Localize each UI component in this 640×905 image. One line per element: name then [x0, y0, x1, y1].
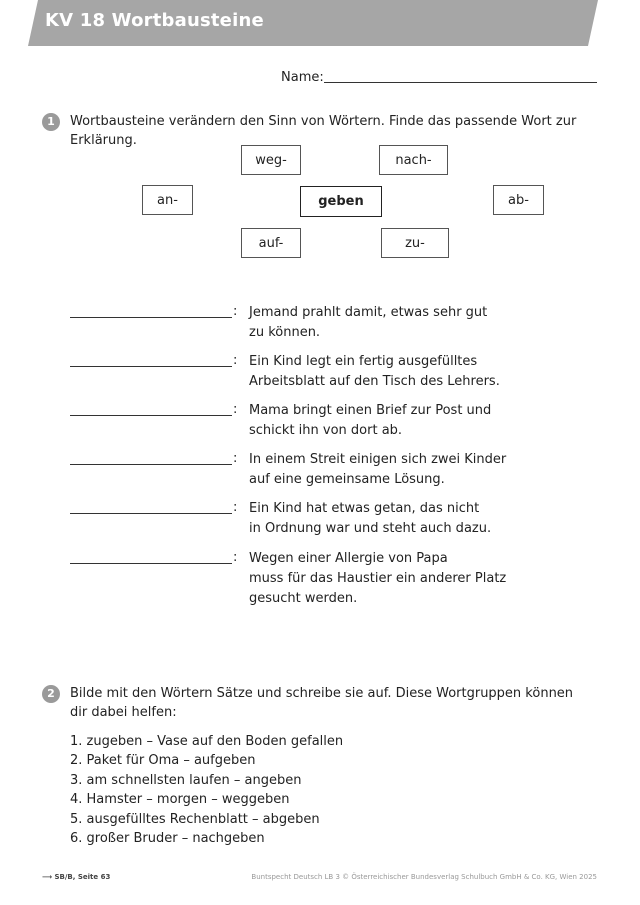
answer-line[interactable]	[70, 415, 232, 416]
task-1-badge: 1	[42, 113, 60, 131]
prefix-box-weg: weg-	[241, 145, 301, 175]
definition-line: gesucht werden.	[249, 591, 358, 606]
definition-line: Arbeitsblatt auf den Tisch des Lehrers.	[249, 374, 500, 389]
definition-line: Ein Kind legt ein fertig ausgefülltes	[249, 354, 478, 369]
colon: :	[233, 451, 238, 466]
colon: :	[233, 304, 238, 319]
page-title: KV 18 Wortbausteine	[45, 10, 264, 31]
task-2-instruction	[70, 684, 573, 722]
answer-line[interactable]	[70, 513, 232, 514]
definition-text	[249, 352, 509, 392]
definition-text	[249, 303, 509, 343]
answer-line[interactable]	[70, 366, 232, 367]
definition-line: zu können.	[249, 325, 321, 340]
list-item: 3. am schnellsten laufen – angeben	[70, 772, 302, 788]
definition-line: Ein Kind hat etwas getan, das nicht	[249, 501, 480, 516]
list-item: 4. Hamster – morgen – weggeben	[70, 792, 290, 808]
answer-line[interactable]	[70, 317, 232, 318]
footer-copyright: Buntspecht Deutsch LB 3 © Österreichischer Bundesverlag Schulbuch GmbH & Co. KG, Wien 2025	[251, 873, 597, 881]
word-group-list	[70, 732, 343, 848]
definition-line: muss für das Haustier ein anderer Platz	[249, 571, 507, 586]
prefix-box-nach: nach-	[379, 145, 448, 175]
footer-reference-text: SB/B, Seite 63	[54, 873, 111, 881]
colon: :	[233, 550, 238, 565]
definition-line: Wegen einer Allergie von Papa	[249, 551, 448, 566]
list-item: 6. großer Bruder – nachgeben	[70, 831, 265, 847]
definition-line: In einem Streit einigen sich zwei Kinder	[249, 452, 507, 467]
definition-text	[249, 549, 509, 609]
list-item: 1. zugeben – Vase auf den Boden gefallen	[70, 734, 344, 749]
definition-line: schickt ihn von dort ab.	[249, 423, 403, 438]
definition-line: auf eine gemeinsame Lösung.	[249, 472, 445, 487]
name-label: Name:	[281, 70, 324, 85]
definition-text	[249, 499, 509, 539]
definition-text	[249, 450, 509, 490]
colon: :	[233, 500, 238, 515]
task-1-instruction: Wortbausteine verändern den Sinn von Wörtern. Finde das passende Wort zur Erklärung.	[70, 114, 577, 148]
prefix-box-zu: zu-	[381, 228, 449, 258]
definition-line: in Ordnung war und steht auch dazu.	[249, 521, 492, 536]
answer-line[interactable]	[70, 563, 232, 564]
list-item: 5. ausgefülltes Rechenblatt – abgeben	[70, 811, 320, 827]
definition-line: Mama bringt einen Brief zur Post und	[249, 403, 492, 418]
list-item: 2. Paket für Oma – aufgeben	[70, 753, 256, 769]
answer-line[interactable]	[70, 464, 232, 465]
prefix-box-ab: ab-	[493, 185, 544, 215]
definition-text	[249, 401, 509, 441]
colon: :	[233, 402, 238, 417]
prefix-box-an: an-	[142, 185, 193, 215]
arrow-right-icon: ⟶	[42, 873, 53, 881]
footer-reference	[42, 873, 110, 881]
prefix-box-auf: auf-	[241, 228, 301, 258]
task-2-badge: 2	[42, 685, 60, 703]
center-word-box: geben	[300, 186, 382, 217]
header-banner	[0, 0, 640, 46]
instruction-line: Bilde mit den Wörtern Sätze und schreibe sie auf. Diese Wortgruppen können	[70, 686, 574, 701]
definition-line: Jemand prahlt damit, etwas sehr gut	[249, 305, 488, 320]
instruction-line: dir dabei helfen:	[70, 705, 177, 720]
colon: :	[233, 353, 238, 368]
name-field[interactable]	[324, 82, 597, 83]
